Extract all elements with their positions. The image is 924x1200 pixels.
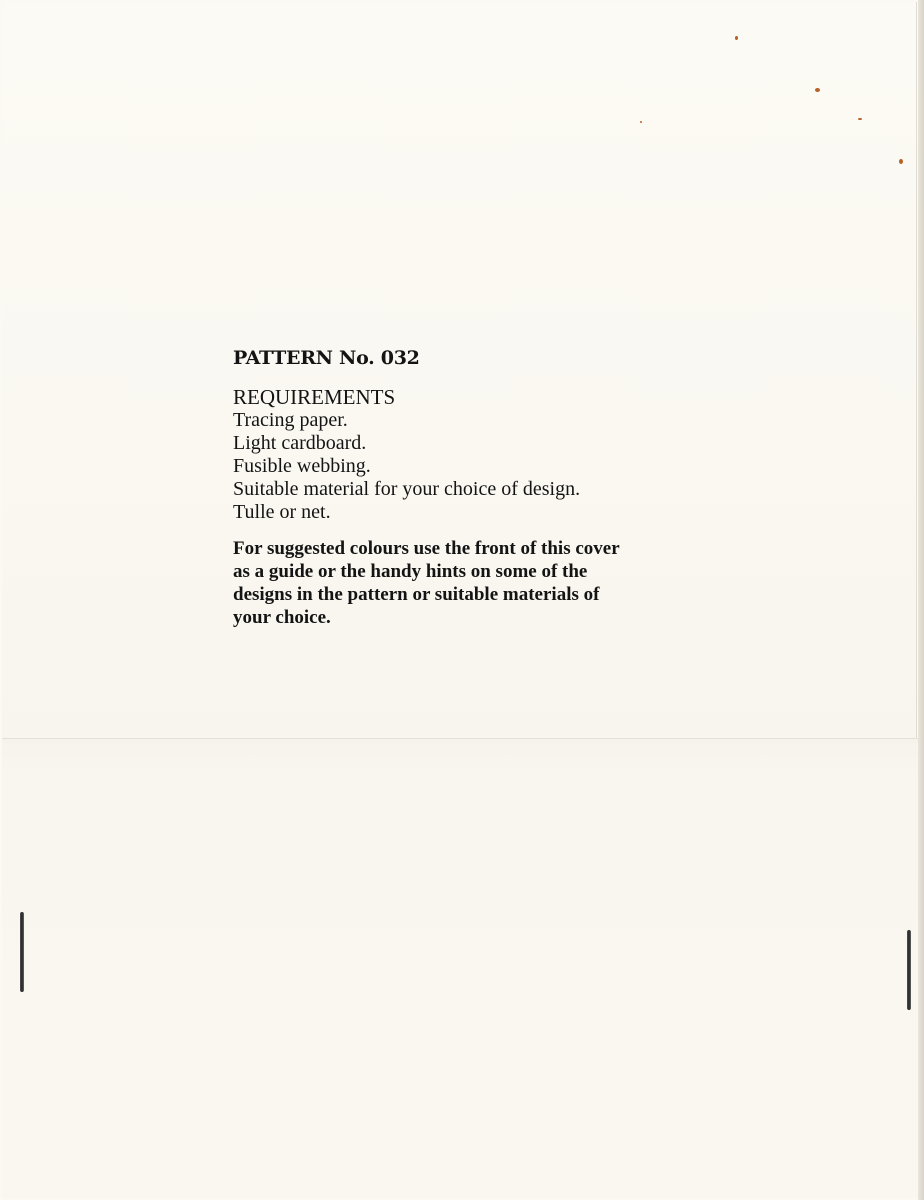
- note-line: your choice.: [233, 607, 331, 628]
- requirement-item: Tulle or net.: [233, 501, 331, 523]
- note-line: as a guide or the handy hints on some of the: [233, 561, 588, 582]
- requirements-text-block: [233, 346, 753, 629]
- staple-right: [907, 930, 911, 1010]
- rust-speck: [858, 118, 862, 120]
- staple-left: [20, 912, 24, 992]
- rust-speck: [640, 121, 642, 123]
- requirement-item: Light cardboard.: [233, 432, 367, 454]
- rust-speck: [899, 159, 903, 164]
- requirements-heading: REQUIREMENTS: [233, 385, 396, 409]
- requirement-item: Fusible webbing.: [233, 455, 371, 477]
- envelope-bottom-pocket: [2, 738, 920, 1199]
- note-line: designs in the pattern or suitable materials of: [233, 584, 600, 605]
- pattern-title: PATTERN No. 032: [233, 347, 420, 369]
- requirement-item: Suitable material for your choice of design.: [233, 478, 581, 500]
- note-line: For suggested colours use the front of this cover: [233, 538, 620, 559]
- requirement-item: Tracing paper.: [233, 409, 348, 431]
- colour-note: [233, 537, 733, 629]
- envelope-right-edge: [918, 0, 924, 1200]
- rust-speck: [815, 88, 820, 92]
- rust-speck: [735, 36, 738, 40]
- requirements-list: [233, 409, 753, 524]
